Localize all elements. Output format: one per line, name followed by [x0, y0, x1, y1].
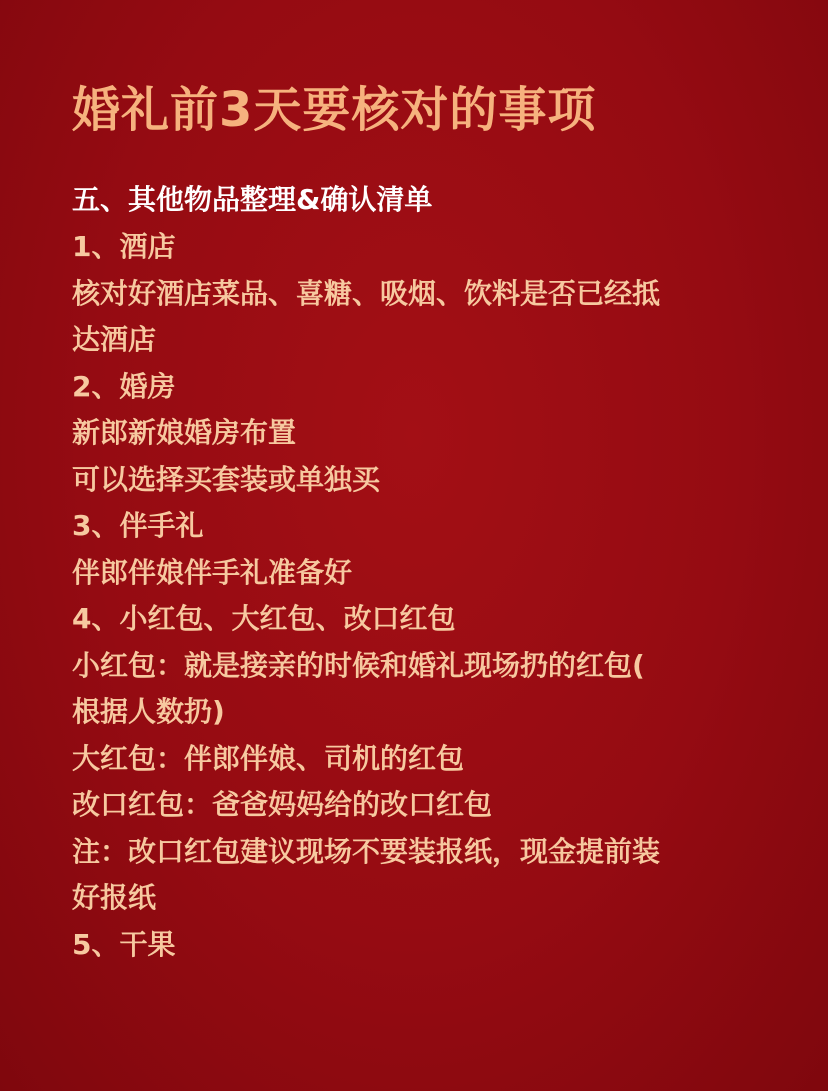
- item-red-envelope-note: 好报纸: [72, 881, 157, 914]
- item-red-envelope-text: 大红包：伴郎伴娘、司机的红包: [72, 741, 465, 775]
- item-red-envelope-note: 注：改口红包建议现场不要装报纸，现金提前装: [72, 834, 661, 868]
- page-title: 婚礼前3天要核对的事项: [72, 82, 597, 138]
- checklist-content: [72, 176, 788, 968]
- item-dried-fruit-heading: 5、干果: [72, 927, 176, 961]
- item-red-envelope-text: 改口红包：爸爸妈妈给的改口红包: [72, 788, 493, 821]
- item-wedding-room-heading: 2、婚房: [72, 369, 176, 403]
- section-heading: 五、其他物品整理&确认清单: [72, 183, 433, 216]
- item-red-envelope-text: 小红包：就是接亲的时候和婚礼现场扔的红包(: [72, 648, 645, 682]
- item-red-envelope-heading: 4、小红包、大红包、改口红包: [72, 602, 456, 635]
- item-hotel-text: 达酒店: [72, 323, 157, 356]
- item-gift-heading: 3、伴手礼: [72, 509, 204, 542]
- item-red-envelope-text: 根据人数扔): [72, 695, 225, 728]
- item-hotel-text: 核对好酒店菜品、喜糖、吸烟、饮料是否已经抵: [72, 276, 661, 310]
- item-hotel-heading: 1、酒店: [72, 230, 176, 263]
- item-wedding-room-text: 可以选择买套装或单独买: [72, 462, 381, 496]
- item-gift-text: 伴郎伴娘伴手礼准备好: [72, 555, 353, 589]
- item-wedding-room-text: 新郎新娘婚房布置: [72, 416, 297, 449]
